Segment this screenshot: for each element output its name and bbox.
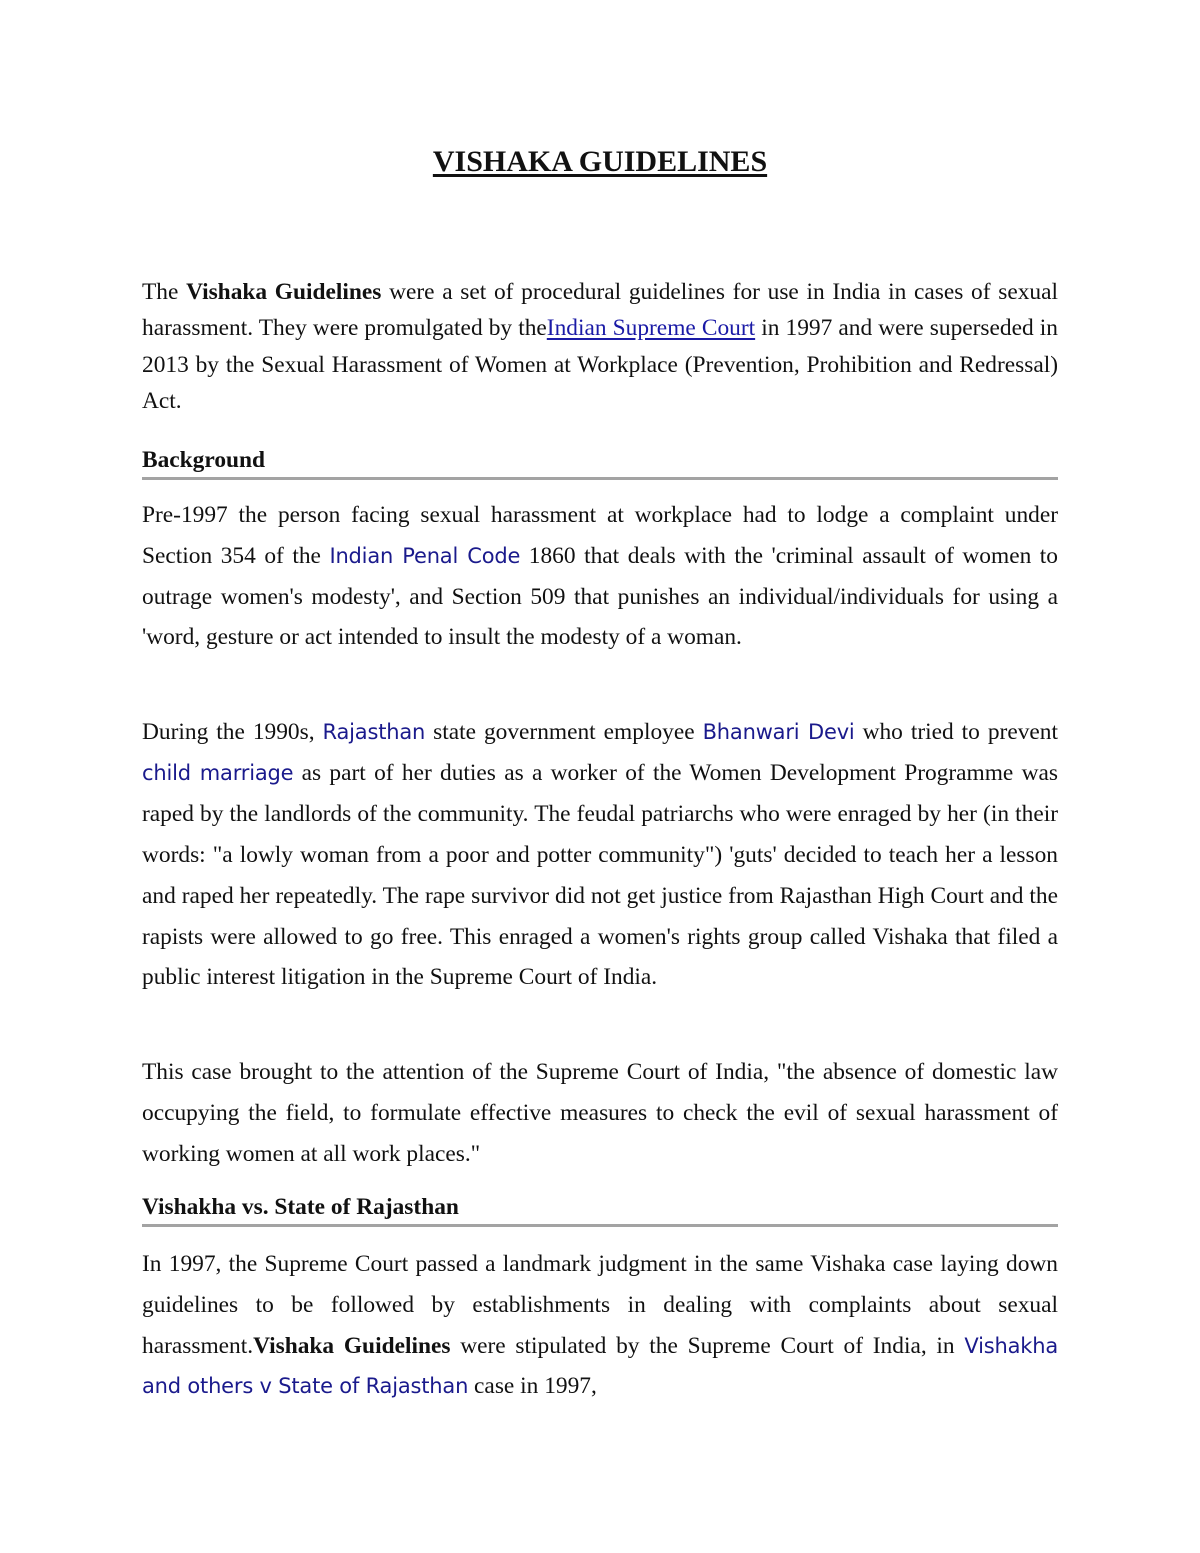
text-run: 1860 that deals with the 'criminal assault of women to outrage women's modesty', and Section 509 that punishes an individual/individuals for using a 'word, gesture or act intended to insult the modesty of a woman. bbox=[142, 542, 1059, 651]
text-run: Pre-1997 the person facing sexual harassment at workplace had to lodge a complaint under Section 354 of the bbox=[142, 502, 1058, 569]
text-run: case in 1997, bbox=[468, 1373, 597, 1400]
link-rajasthan[interactable]: Rajasthan bbox=[322, 720, 426, 744]
section-heading-vishakha-case: Vishakha vs. State of Rajasthan bbox=[142, 1192, 1058, 1227]
bold-term: Vishaka Guidelines bbox=[253, 1332, 451, 1359]
text-run: The bbox=[142, 279, 187, 305]
case-paragraph-1 bbox=[142, 1244, 1058, 1407]
intro-paragraph bbox=[142, 274, 1058, 419]
text-run: were stipulated by the Supreme Court of India, in bbox=[450, 1332, 965, 1359]
text-run: as part of her duties as a worker of the Women Development Programme was raped by the landlords of the community. The feudal patriarchs who were enraged by her (in their words: "a lowly woman from a poor and potter community") 'guts' decided to teach her a lesson and raped her repeatedly. The rape survivor did not get justice from Rajasthan High Court and the rapists were allowed to go free. This enraged a women's rights group called Vishaka that filed a public interest litigation in the Supreme Court of India. bbox=[142, 759, 1058, 991]
link-indian-penal-code[interactable]: Indian Penal Code bbox=[329, 543, 521, 568]
link-vishakha-v-state-of-rajasthan[interactable]: Vishakha and others v State of Rajasthan bbox=[142, 1333, 1058, 1399]
text-run: During the 1990s, bbox=[142, 719, 323, 745]
link-child-marriage[interactable]: child marriage bbox=[142, 760, 294, 785]
text-run: were a set of procedural guidelines for use in India in cases of sexual harassment. They were promulgated by the bbox=[142, 279, 1058, 342]
background-paragraph-3: This case brought to the attention of the Supreme Court of India, "the absence of domestic law occupying the field, to formulate effective measures to check the evil of sexual harassment of working women at all work places." bbox=[142, 1059, 1058, 1167]
text-run: state government employee bbox=[425, 719, 703, 745]
text-run: in 1997 and were superseded in 2013 by the Sexual Harassment of Women at Workplace (Prevention, Prohibition and Redressal) Act. bbox=[142, 315, 1058, 414]
bold-term: Vishaka Guidelines bbox=[186, 279, 382, 305]
background-paragraph-1 bbox=[142, 495, 1058, 658]
link-bhanwari-devi[interactable]: Bhanwari Devi bbox=[702, 720, 855, 744]
text-run: who tried to prevent bbox=[854, 719, 1059, 745]
link-indian-supreme-court[interactable]: Indian Supreme Court bbox=[546, 315, 756, 342]
background-paragraph-2 bbox=[142, 712, 1058, 998]
page-title: VISHAKA GUIDELINES bbox=[432, 145, 768, 178]
text-run: In 1997, the Supreme Court passed a landmark judgment in the same Vishaka case laying down guidelines to be followed by establishments in dealing with complaints about sexual harassment. bbox=[142, 1251, 1058, 1359]
section-heading-background: Background bbox=[142, 445, 1058, 480]
